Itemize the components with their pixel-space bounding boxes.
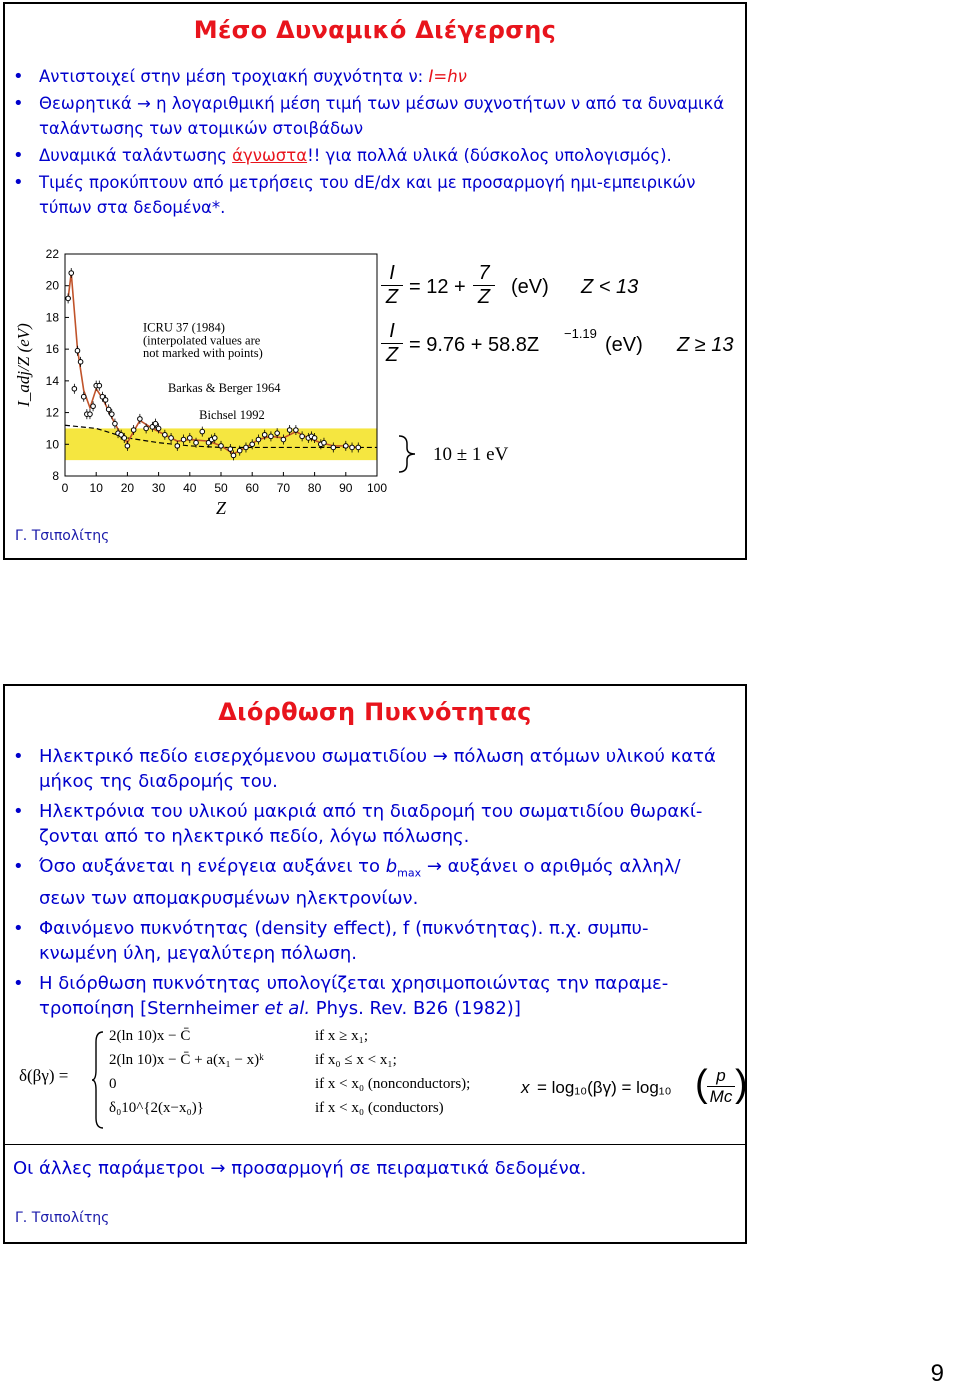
- slide2-title: Διόρθωση Πυκνότητας: [218, 698, 532, 726]
- band-label: 10 ± 1 eV: [433, 444, 509, 465]
- y-axis-label: I_adj/Z (eV): [14, 323, 33, 407]
- data-point: [231, 453, 236, 458]
- delta-formula: δ(βγ) = 2(ln 10)x − C̄ 2(ln 10)x − C̄ + a(x₁ − x)ᵏ 0 δ₀10^{2(x−x₀)} if x ≥ x₁; if x₀ ≤ x < x₁; if x < x₀ (nonconductors); if x < x₀ (conductors): [19, 1026, 519, 1136]
- slide1-author: Γ. Τσιπολίτης: [15, 528, 110, 544]
- annotation-interp: (interpolated values are: [143, 333, 261, 348]
- y-tick-label: 16: [45, 342, 59, 357]
- data-point: [106, 407, 111, 412]
- x-tick-label: 60: [245, 481, 259, 495]
- data-point: [188, 436, 193, 441]
- bullet-unknown-potentials: • Δυναμικά ταλάντωσης άγνωστα!! για πολλά υλικά (δύσκολος υπολογισμός).: [5, 143, 725, 168]
- x-tick-label: 50: [214, 481, 228, 495]
- data-point: [237, 448, 242, 453]
- data-point: [312, 436, 317, 441]
- y-tick-label: 18: [45, 310, 59, 325]
- brace-icon: [395, 434, 425, 474]
- y-tick-label: 22: [45, 247, 59, 261]
- data-point: [281, 437, 286, 442]
- data-point: [122, 436, 127, 441]
- data-point: [88, 412, 93, 417]
- data-point: [131, 428, 136, 433]
- bullet-electric-field: • Ηλεκτρικό πεδίο εισερχόμενου σωματιδίου → πόλωση ατόμων υλικού κατά μήκος της διαδρομής του.: [5, 744, 721, 794]
- x-tick-label: 30: [151, 481, 166, 495]
- x-tick-label: 80: [307, 481, 322, 495]
- bullet-shielding: • Ηλεκτρόνια του υλικού μακριά από τη διαδρομή του σωματιδίου θωρακί-ζονται από το ηλεκτρικό πεδίο, λόγω πόλωσης.: [5, 799, 721, 849]
- data-point: [256, 437, 261, 442]
- bullet-measurements: • Τιμές προκύπτουν από μετρήσεις του dE/dx και με προσαρμογή ημι-εμπειρικών τύπων στα δεδομένα*.: [5, 170, 725, 220]
- data-point: [125, 444, 130, 449]
- bullet-bmax: • Όσο αυξάνεται η ενέργεια αυξάνει το $b_{max} \to \alpha\upsilon\xi ά\nu\varepsilon\iota$ ο αριθμός αλληλ/σεων των απομακρυσμένων ηλεκτρονίων.: [5, 854, 721, 911]
- data-point: [181, 437, 186, 442]
- data-point: [103, 398, 108, 403]
- data-point: [219, 444, 224, 449]
- data-point: [78, 360, 83, 365]
- unknown-link: άγνωστα: [232, 146, 308, 165]
- annotation-bichsel: Bichsel 1992: [199, 407, 265, 422]
- data-point: [331, 445, 336, 450]
- data-point: [356, 445, 361, 450]
- x-axis-label: Z: [215, 498, 227, 518]
- data-point: [269, 434, 274, 439]
- page-number: 9: [930, 1360, 944, 1387]
- data-point: [91, 404, 96, 409]
- data-point: [113, 421, 118, 426]
- data-point: [350, 445, 355, 450]
- y-tick-label: 14: [45, 373, 59, 388]
- x-tick-label: 100: [366, 481, 388, 495]
- data-point: [97, 383, 102, 388]
- annotation-icru: ICRU 37 (1984): [143, 320, 225, 335]
- data-point: [250, 442, 255, 447]
- y-tick-label: 20: [45, 278, 59, 293]
- x-definition: x = log₁₀(βγ) = log₁₀ ( $\frac{p}{Mc}$ ): [521, 1063, 748, 1106]
- data-point: [69, 271, 74, 276]
- data-point: [300, 434, 305, 439]
- slide2-bullets: [5, 744, 721, 1026]
- y-tick-label: 10: [45, 437, 59, 452]
- data-point: [194, 440, 199, 445]
- icru-curve: [68, 273, 358, 454]
- data-point: [156, 426, 161, 431]
- slide1-bullets: [5, 64, 725, 222]
- data-point: [110, 412, 115, 417]
- data-point: [287, 428, 292, 433]
- bullet-density-effect: • Φαινόμενο πυκνότητας (density effect), f (πυκνότητας). π.χ. συμπυ-κνωμένη ύλη, μεγαλύτερη πόλωση.: [5, 916, 721, 966]
- x-tick-label: 70: [276, 481, 291, 495]
- data-point: [262, 432, 267, 437]
- annotation-not-marked: not marked with points): [143, 346, 263, 361]
- bullet-orbital-frequency: • Αντιστοιχεί στην μέση τροχιακή συχνότητα ν: I=hν: [5, 64, 725, 89]
- x-tick-label: 0: [61, 481, 69, 495]
- data-point: [175, 444, 180, 449]
- y-tick-label: 12: [45, 405, 59, 420]
- data-point: [138, 417, 143, 422]
- formula-I-hv: I=hν: [428, 67, 467, 86]
- y-tick-label: 8: [52, 469, 59, 483]
- annotation-barkas: Barkas & Berger 1964: [167, 380, 281, 395]
- slide-density-correction: [3, 684, 747, 1244]
- other-params-note: Οι άλλες παράμετροι → προσαρμογή σε πειραματικά δεδομένα.: [13, 1158, 587, 1179]
- data-point: [275, 431, 280, 436]
- slide1-title: Μέσο Δυναμικό Διέγερσης: [193, 16, 557, 44]
- formula-z-ge-13: $\frac{I}{Z}$ = 9.76 + 58.8Z −1.19 (eV) Z ≥ 13: [381, 320, 741, 380]
- x-tick-label: 90: [339, 481, 353, 495]
- formula-z-lt-13: $\frac{I}{Z}$ = 12 + $\frac{7}{Z}$ (eV) Z < 13: [381, 262, 741, 322]
- data-point: [200, 429, 205, 434]
- x-tick-label: 40: [183, 481, 197, 495]
- data-point: [144, 426, 149, 431]
- data-point: [72, 386, 77, 391]
- slide2-author: Γ. Τσιπολίτης: [15, 1210, 110, 1226]
- left-brace-icon: [91, 1030, 105, 1130]
- x-tick-label: 20: [120, 481, 135, 495]
- bullet-sternheimer: • Η διόρθωση πυκνότητας υπολογίζεται χρησιμοποιώντας την παραμε-τροποίηση [Sternheimer et al. Phys. Rev. B26 (1982)]: [5, 971, 721, 1021]
- data-point: [66, 296, 71, 301]
- data-point: [244, 445, 249, 450]
- excitation-chart: [9, 244, 399, 524]
- data-point: [153, 421, 158, 426]
- data-point: [212, 436, 217, 441]
- data-point: [75, 348, 80, 353]
- data-point: [228, 447, 233, 452]
- bullet-theoretical: • Θεωρητικά → η λογαριθμική μέση τιμή των μέσων συχνοτήτων ν από τα δυναμικά ταλάντωσης των ατομικών στοιβάδων: [5, 91, 725, 141]
- data-point: [344, 444, 349, 449]
- slide-mean-excitation: [3, 2, 747, 560]
- x-tick-label: 10: [89, 481, 103, 495]
- data-point: [322, 440, 327, 445]
- data-point: [294, 428, 299, 433]
- data-point: [163, 432, 168, 437]
- divider: [5, 1144, 745, 1145]
- data-point: [81, 394, 86, 399]
- data-point: [169, 436, 174, 441]
